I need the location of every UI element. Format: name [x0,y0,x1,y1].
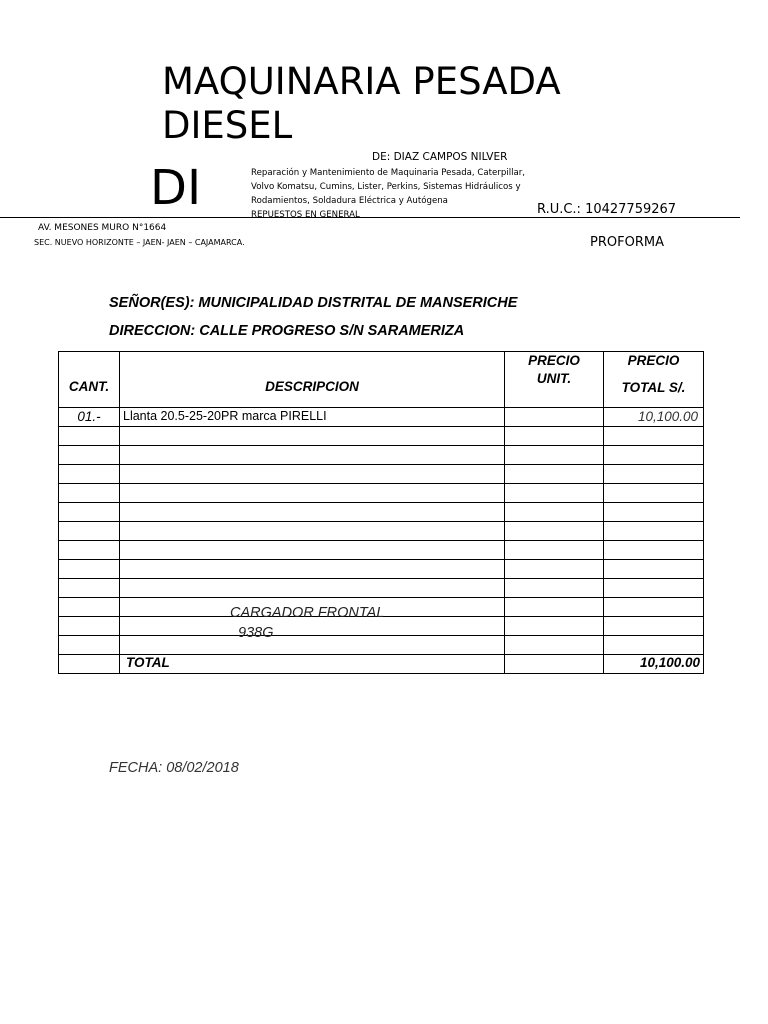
services-description [251,166,571,218]
document-date: FECHA: 08/02/2018 [109,760,239,776]
table-row [59,636,704,655]
company-title-line1: MAQUINARIA PESADA [162,60,561,103]
cell-descripcion: Llanta 20.5-25-20PR marca PIRELLI [120,408,505,427]
total-value: 10,100.00 [604,655,704,674]
company-title-line2: DIESEL [162,104,293,147]
table-row [59,503,704,522]
services-line: Reparación y Mantenimiento de Maquinaria Pesada, Caterpillar, [251,168,526,178]
total-label: TOTAL [120,655,505,674]
header-precio-unit [505,352,604,408]
cell-precio-total: 10,100.00 [604,408,704,427]
ruc-number: R.U.C.: 10427759267 [537,202,677,217]
equipment-note-line2: 938G [238,625,274,641]
equipment-note-line1: CARGADOR FRONTAL [230,605,385,621]
total-row [59,655,704,674]
table-row [59,427,704,446]
table-row [59,579,704,598]
header-precio-unit-line1: PRECIO [528,353,580,368]
cell-cant: 01.- [59,408,120,427]
table-row [59,522,704,541]
header-cant: CANT. [59,352,120,408]
table-row [59,446,704,465]
header-descripcion: DESCRIPCION [120,352,505,408]
header-precio-total-line2: TOTAL S/. [621,380,686,395]
header-precio-unit-line2: UNIT. [536,371,572,386]
logo-text: DI [150,160,202,216]
header-precio-total-line1: PRECIO [627,353,680,368]
services-line: REPUESTOS EN GENERAL [251,210,360,218]
cell-precio-unit [505,408,604,427]
client-address: DIRECCION: CALLE PROGRESO S/N SARAMERIZA [109,323,465,339]
table-row [59,465,704,484]
document-type: PROFORMA [590,235,664,250]
services-line: Volvo Komatsu, Cumins, Lister, Perkins, Sistemas Hidráulicos y [251,182,521,192]
company-title [162,60,561,148]
table-header-row [59,352,704,408]
table-row [59,484,704,503]
table-row [59,408,704,427]
client-name: SEÑOR(ES): MUNICIPALIDAD DISTRITAL DE MANSERICHE [109,295,518,311]
address-line1: AV. MESONES MURO N°1664 [38,223,167,233]
items-table [58,351,704,674]
header-precio-total [604,352,704,408]
table-row [59,560,704,579]
owner-name: DE: DIAZ CAMPOS NILVER [372,151,508,163]
header-divider [0,217,740,218]
services-line: Rodamientos, Soldadura Eléctrica y Autógena [251,196,448,206]
address-line2: SEC. NUEVO HORIZONTE – JAEN- JAEN – CAJAMARCA. [34,238,245,247]
table-row [59,541,704,560]
